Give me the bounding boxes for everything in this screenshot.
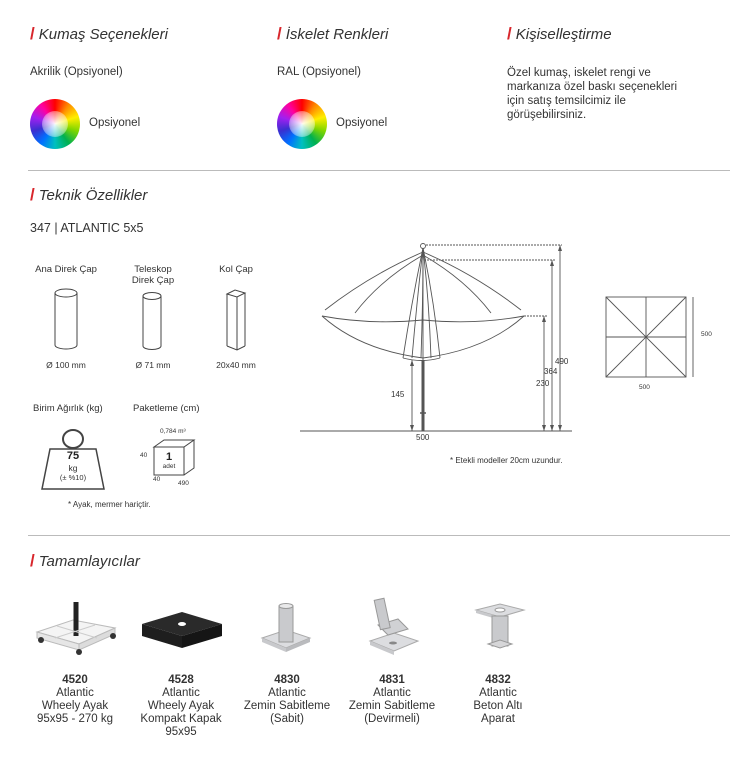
- package-count: 1: [165, 451, 173, 463]
- accessory-line: 95x95: [165, 726, 197, 738]
- accessory-line: Wheely Ayak: [147, 700, 215, 712]
- divider: [28, 170, 730, 171]
- slash-icon: /: [30, 185, 35, 204]
- slash-icon: /: [277, 24, 282, 43]
- spec-value-main-pole: Ø 100 mm: [46, 360, 86, 370]
- package-dim-h: 40: [140, 452, 148, 459]
- fabric-swatch-label: Opsiyonel: [89, 117, 141, 129]
- weight-unit: kg: [68, 463, 78, 473]
- accessory-line: Zemin Sabitleme: [243, 700, 331, 712]
- product-4830-image[interactable]: [258, 602, 314, 658]
- divider: [28, 535, 730, 536]
- frame-swatch-label: Opsiyonel: [336, 117, 388, 129]
- accessory-line: Atlantic: [162, 687, 200, 699]
- accessory-code: 4832: [485, 674, 511, 686]
- color-wheel-icon: [30, 99, 80, 149]
- fabric-section-title: [30, 24, 168, 44]
- fabric-title-text: Kumaş Seçenekleri: [38, 26, 168, 43]
- accessory-line: (Sabit): [270, 713, 304, 725]
- fabric-option: Akrilik (Opsiyonel): [30, 66, 123, 78]
- dim-145: 145: [391, 390, 405, 399]
- package-dim-w: 490: [178, 480, 189, 487]
- telescope-cylinder-icon: [136, 290, 168, 354]
- tech-section-title: [30, 185, 147, 205]
- spec-value-arm: 20x40 mm: [216, 360, 256, 370]
- package-label: Paketleme (cm): [133, 403, 200, 414]
- accessory-line: Zemin Sabitleme: [348, 700, 436, 712]
- accessory-4528: [125, 674, 237, 739]
- accessory-line: (Devirmeli): [364, 713, 420, 725]
- frame-option: RAL (Opsiyonel): [277, 66, 361, 78]
- accessory-code: 4830: [274, 674, 300, 686]
- accessory-line: Aparat: [481, 713, 515, 725]
- accessory-line: Kompakt Kapak: [140, 713, 222, 725]
- dim-490: 490: [555, 357, 569, 366]
- package-count-unit: adet: [162, 463, 176, 470]
- custom-text: Özel kumaş, iskelet rengi ve markanıza özel baskı seçenekleri için satış temsilcimiz ile görüşebilirsiniz.: [507, 67, 678, 121]
- color-wheel-icon: [277, 99, 327, 149]
- accessory-line: Atlantic: [373, 687, 411, 699]
- custom-title-text: Kişiselleştirme: [515, 26, 612, 43]
- product-4520-image[interactable]: [33, 592, 119, 662]
- accessory-4832: [450, 674, 546, 726]
- umbrella-top-diagram: [603, 294, 699, 378]
- note-models: * Etekli modeller 20cm uzundur.: [450, 456, 563, 465]
- note-base: * Ayak, mermer hariçtir.: [68, 500, 151, 509]
- accessory-line: Wheely Ayak: [41, 700, 109, 712]
- package-dim-d: 40: [153, 476, 161, 483]
- frame-title-text: İskelet Renkleri: [285, 26, 389, 43]
- accessory-line: Atlantic: [268, 687, 306, 699]
- accessories-title-text: Tamamlayıcılar: [38, 553, 140, 570]
- accessories-section-title: [30, 551, 140, 571]
- package-volume: 0,784 m³: [160, 428, 186, 435]
- dim-top-h: 500: [701, 331, 712, 338]
- umbrella-side-diagram: [300, 240, 580, 445]
- custom-section-title: [507, 24, 612, 44]
- dim-364: 364: [544, 367, 558, 376]
- weight-label: Birim Ağırlık (kg): [33, 403, 103, 414]
- weight-tolerance: (± %10): [59, 473, 87, 482]
- accessory-code: 4520: [62, 674, 88, 686]
- accessory-line: Beton Altı: [473, 700, 523, 712]
- dim-top-w: 500: [639, 384, 650, 391]
- arm-box-icon: [222, 288, 252, 354]
- accessory-4830: [232, 674, 342, 726]
- dim-230: 230: [536, 379, 550, 388]
- weight-value: 75: [66, 450, 80, 462]
- slash-icon: /: [507, 24, 512, 43]
- accessory-line: Atlantic: [479, 687, 517, 699]
- accessory-code: 4831: [379, 674, 405, 686]
- slash-icon: /: [30, 24, 35, 43]
- accessory-4831: [337, 674, 447, 726]
- frame-section-title: [277, 24, 388, 44]
- pole-cylinder-icon: [50, 287, 82, 353]
- accessory-line: 95x95 - 270 kg: [36, 713, 114, 725]
- tech-title-text: Teknik Özellikler: [38, 187, 148, 204]
- product-4528-image[interactable]: [138, 604, 226, 660]
- accessory-4520: [16, 674, 134, 726]
- spec-value-telescope: Ø 71 mm: [135, 360, 171, 370]
- product-4832-image[interactable]: [470, 600, 530, 656]
- product-4831-image[interactable]: [364, 595, 424, 661]
- slash-icon: /: [30, 551, 35, 570]
- accessory-code: 4528: [168, 674, 194, 686]
- accessory-line: Atlantic: [56, 687, 94, 699]
- dim-width: 500: [416, 433, 430, 442]
- model-name: 347 | ATLANTIC 5x5: [30, 221, 144, 235]
- spec-label-telescope: Teleskop Direk Çap: [131, 264, 175, 286]
- spec-label-arm: Kol Çap: [219, 264, 253, 275]
- spec-label-main-pole: Ana Direk Çap: [35, 264, 97, 275]
